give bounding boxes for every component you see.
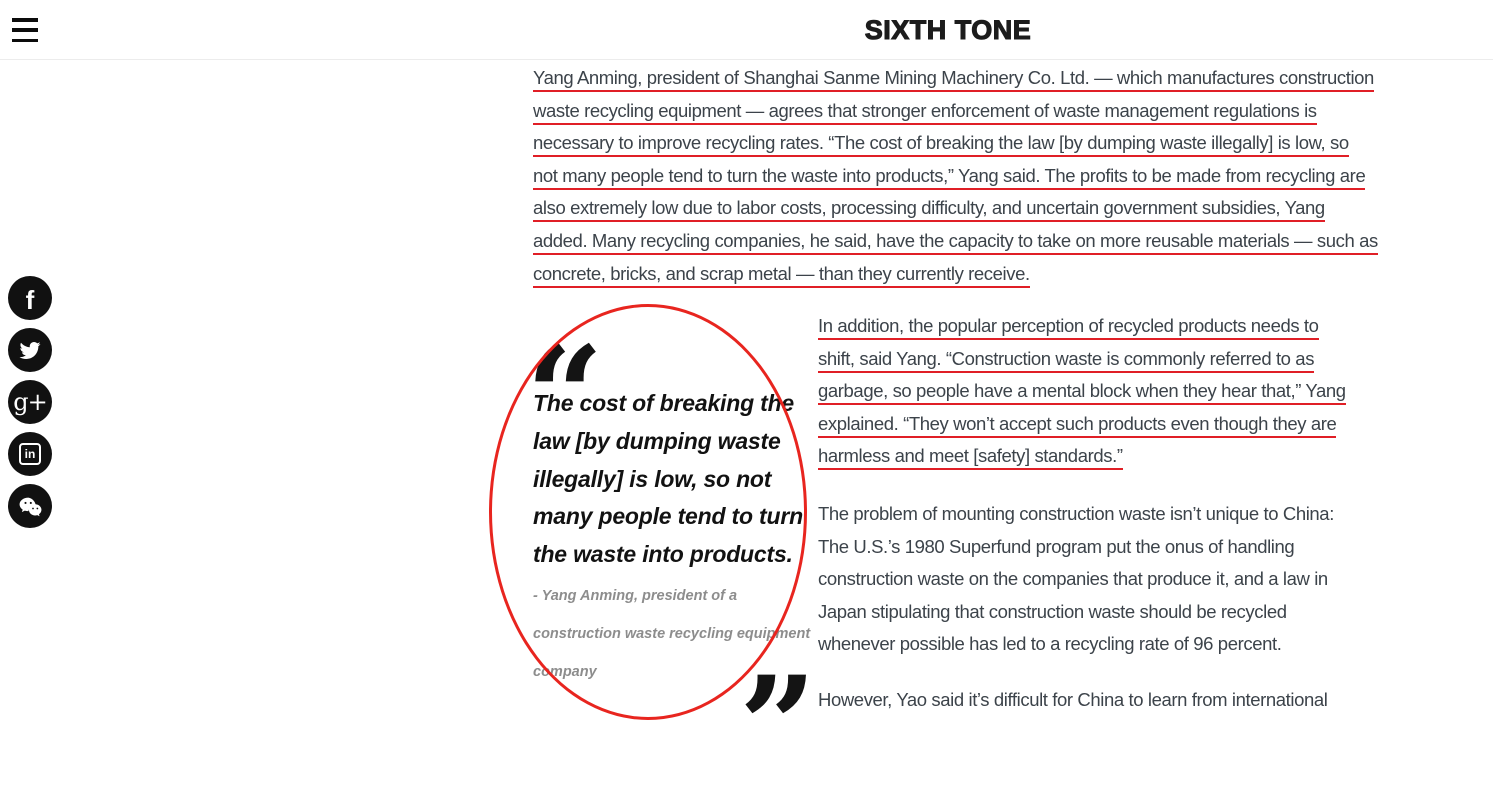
article-line: shift, said Yang. “Construction waste is commonly referred to as	[818, 347, 1366, 380]
site-logo[interactable]: SIXTH TONE	[864, 14, 1032, 45]
article-paragraph-2	[818, 314, 1366, 477]
menu-button[interactable]	[12, 18, 38, 42]
article-line: Yang Anming, president of Shanghai Sanme Mining Machinery Co. Ltd. — which manufactures construction	[533, 66, 1368, 99]
article-line: whenever possible has led to a recycling rate of 96 percent.	[818, 633, 1282, 655]
google-plus-share-button[interactable]	[8, 380, 52, 424]
article-line: also extremely low due to labor costs, processing difficulty, and uncertain government subsidies, Yang	[533, 196, 1368, 229]
site-header	[0, 0, 1493, 60]
close-quote-icon: ”	[739, 646, 817, 805]
article-line: necessary to improve recycling rates. “The cost of breaking the law [by dumping waste illegally] is low, so	[533, 131, 1368, 164]
google-plus-icon: g+	[13, 388, 47, 416]
article-paragraph-3	[818, 502, 1366, 665]
article-line: garbage, so people have a mental block when they hear that,” Yang	[818, 379, 1366, 412]
open-quote-icon: “	[526, 316, 604, 475]
wechat-icon	[18, 494, 43, 519]
article-line: explained. “They won’t accept such products even though they are	[818, 412, 1366, 445]
twitter-share-button[interactable]	[8, 328, 52, 372]
linkedin-icon: in	[19, 443, 41, 465]
pull-quote-text: The cost of breaking the law [by dumping waste illegally] is low, so not many people tend to turn the waste into products.	[533, 390, 803, 568]
wechat-share-button[interactable]	[8, 484, 52, 528]
article-line: However, Yao said it’s difficult for China to learn from international	[818, 688, 1328, 710]
social-share-sidebar	[8, 276, 52, 528]
pull-quote	[526, 316, 825, 805]
article-line: concrete, bricks, and scrap metal — than they currently receive.	[533, 262, 1368, 295]
twitter-icon	[18, 338, 42, 362]
linkedin-share-button[interactable]	[8, 432, 52, 476]
article-line: The problem of mounting construction waste isn’t unique to China:	[818, 502, 1334, 524]
article-right-column	[818, 314, 1366, 721]
article-line: harmless and meet [safety] standards.”	[818, 444, 1366, 477]
hamburger-icon	[12, 18, 38, 22]
pull-quote-attribution: - Yang Anming, president of a construction waste recycling equipment company	[533, 588, 811, 680]
article-paragraph-4	[818, 688, 1366, 721]
article-line: not many people tend to turn the waste into products,” Yang said. The profits to be made from recycling are	[533, 164, 1368, 197]
facebook-icon: f	[25, 285, 35, 315]
article-paragraph-1	[533, 66, 1378, 294]
article-line: construction waste on the companies that produce it, and a law in	[818, 568, 1328, 590]
facebook-share-button[interactable]	[8, 276, 52, 320]
article-line: waste recycling equipment — agrees that stronger enforcement of waste management regulations is	[533, 99, 1368, 132]
article-line: added. Many recycling companies, he said, have the capacity to take on more reusable materials — such as	[533, 229, 1368, 262]
article-line: In addition, the popular perception of recycled products needs to	[818, 314, 1366, 347]
article-line: The U.S.’s 1980 Superfund program put the onus of handling	[818, 535, 1295, 557]
article-line: Japan stipulating that construction waste should be recycled	[818, 600, 1287, 622]
